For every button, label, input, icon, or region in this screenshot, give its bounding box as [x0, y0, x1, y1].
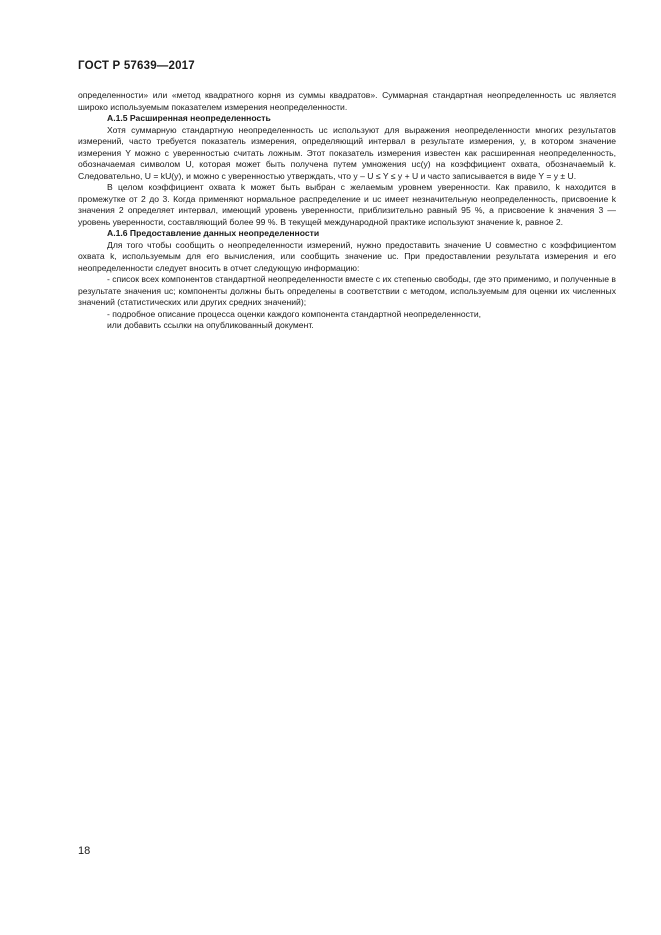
- document-body: [78, 90, 616, 332]
- section-a15-title: А.1.5 Расширенная неопределенность: [107, 113, 271, 123]
- page-number: 18: [78, 845, 91, 857]
- list-item-description: - подробное описание процесса оценки каждого компонента стандартной неопределенности,: [107, 308, 482, 319]
- list-item-components: - список всех компонентов стандартной неопределенности вместе с их степенью свободы, где это применимо, и полученные в результате значения uc; компоненты должны быть определены в соответствии с методом, используемым для оценки их численных значений (статистических или других средних значений);: [78, 274, 616, 307]
- document-header: ГОСТ Р 57639—2017: [78, 60, 195, 72]
- intro-paragraph: определенности» или «метод квадратного корня из суммы квадратов». Суммарная стандартная неопределенность uc является широко используемым показателем измерения неопределенности.: [78, 90, 616, 112]
- section-a15-paragraph-2: В целом коэффициент охвата k может быть выбран с желаемым уровнем уверенности. Как правило, k находится в промежутке от 2 до 3. Когда применяют нормальное распределение и uc имеет незначительную неопределенность, присвоение k значения 2 определяет интервал, имеющий уровень уверенности, приблизительно равный 95 %, а присвоение k значения 3 — уровень уверенности, составляющий более 99 %. В текущей международной практике используют значение k, равное 2.: [78, 182, 616, 227]
- section-a15-paragraph-1: Хотя суммарную стандартную неопределенность uc используют для выражения неопределенности многих результатов измерений, часто требуется показатель измерения, определяющий интервал в результате измерения, y, в котором значение измерения Y можно с уверенностью считать ложным. Этот показатель измерения известен как расширенная неопределенность, обозначаемая символом U, которая может быть получена путем умножения uc(y) на коэффициент охвата, обозначаемый k. Следовательно, U = kU(y), и можно с уверенностью утверждать, что y – U ≤ Y ≤ y + U и часто записывается в виде Y = y ± U.: [78, 124, 616, 181]
- section-a16-paragraph-1: Для того чтобы сообщить о неопределенности измерений, нужно предоставить значение U совместно с коэффициентом охвата k, используемым для его вычисления, или сообщить значение uc. При предоставлении результата измерения и его неопределенности следует вносить в отчет следующую информацию:: [78, 239, 616, 273]
- list-item-references: или добавить ссылки на опубликованный документ.: [107, 320, 314, 330]
- section-a16-title: А.1.6 Предоставление данных неопределенности: [107, 228, 320, 238]
